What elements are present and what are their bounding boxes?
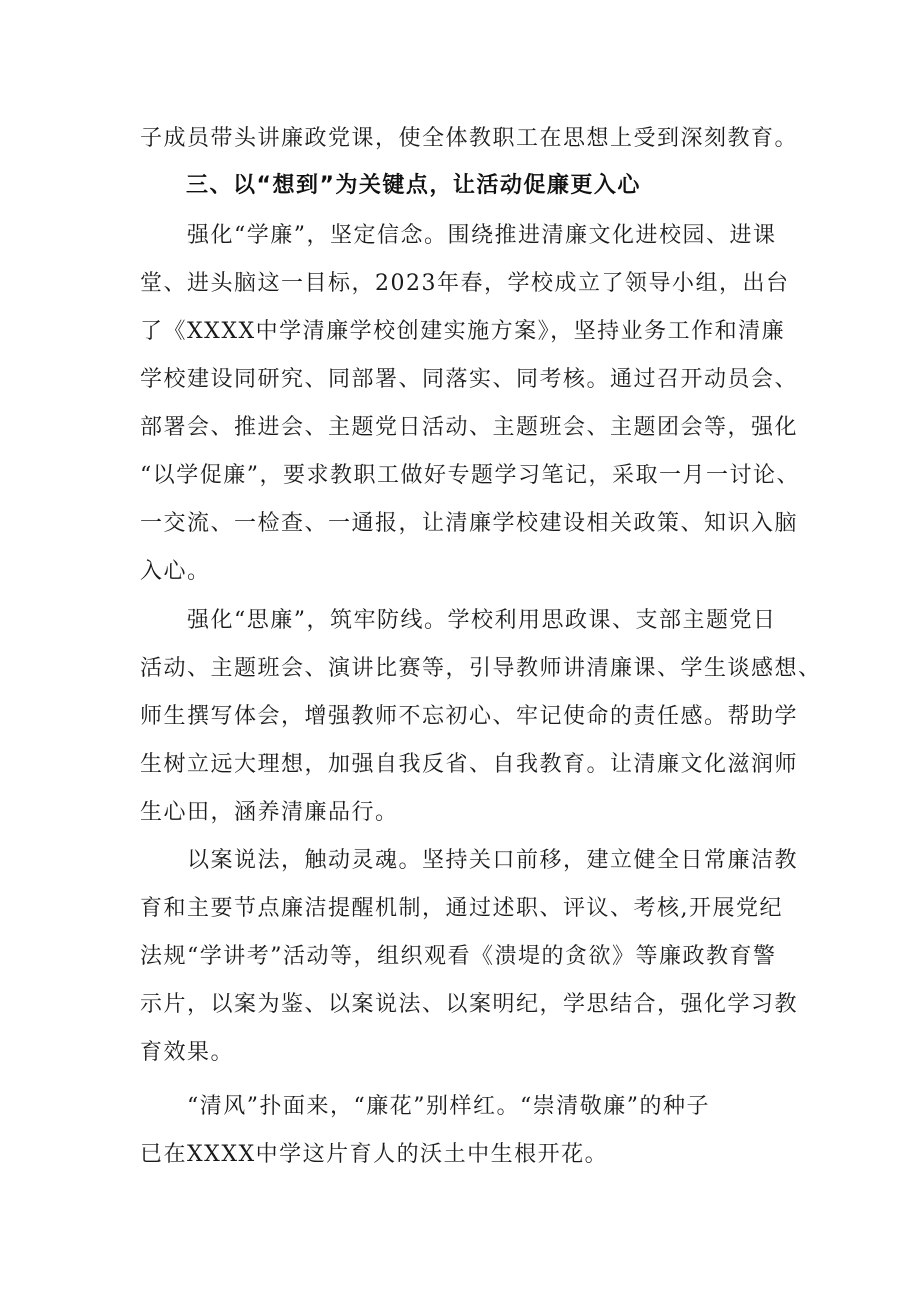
paragraph-line: 师生撰写体会，增强教师不忘初心、牢记使命的责任感。帮助学 [140,704,799,729]
paragraph-line: 了《XXXX中学清廉学校创建实施方案》，坚持业务工作和清廉 [140,319,786,344]
paragraph-line: 强化“学廉”，坚定信念。围绕推进清廉文化进校园、进课 [140,223,777,248]
paragraph-line: 活动、主题班会、演讲比赛等，引导教师讲清廉课、学生谈感想、 [140,656,822,681]
paragraph-line: 强化“思廉”，筑牢防线。学校利用思政课、支部主题党日 [140,608,777,633]
paragraph-line: 育和主要节点廉洁提醒机制，通过述职、评议、考核,开展党纪 [140,896,783,921]
paragraph-line: 以案说法，触动灵魂。坚持关口前移，建立健全日常廉洁教 [140,848,799,873]
paragraph-line: “以学促廉”，要求教职工做好专题学习笔记，采取一月一讨论、 [140,463,800,488]
paragraph-line: 入心。 [140,559,211,584]
paragraph-line: 法规“学讲考”活动等，组织观看《溃堤的贪欲》等廉政教育警 [140,944,777,969]
paragraph-line: 已在XXXX中学这片育人的沃土中生根开花。 [140,1142,609,1167]
paragraph-line: 育效果。 [140,1040,235,1065]
paragraph-line: 学校建设同研究、同部署、同落实、同考核。通过召开动员会、 [140,367,799,392]
paragraph-line: “清风”扑面来，“廉花”别样红。“崇清敬廉”的种子 [140,1094,710,1119]
paragraph-line: 堂、进头脑这一目标，2023年春，学校成立了领导小组，出台 [140,271,790,296]
paragraph-line: 示片，以案为鉴、以案说法、以案明纪，学思结合，强化学习教 [140,992,799,1017]
paragraph-line: 生心田，涵养清廉品行。 [140,800,399,825]
paragraph-line: 一交流、一检查、一通报，让清廉学校建设相关政策、知识入脑 [140,511,799,536]
paragraph-line: 部署会、推进会、主题党日活动、主题班会、主题团会等，强化 [140,415,799,440]
paragraph-line: 子成员带头讲廉政党课，使全体教职工在思想上受到深刻教育。 [140,126,799,151]
section-heading: 三、以“想到”为关键点，让活动促廉更入心 [186,173,641,198]
paragraph-line: 生树立远大理想，加强自我反省、自我教育。让清廉文化滋润师 [140,752,799,777]
